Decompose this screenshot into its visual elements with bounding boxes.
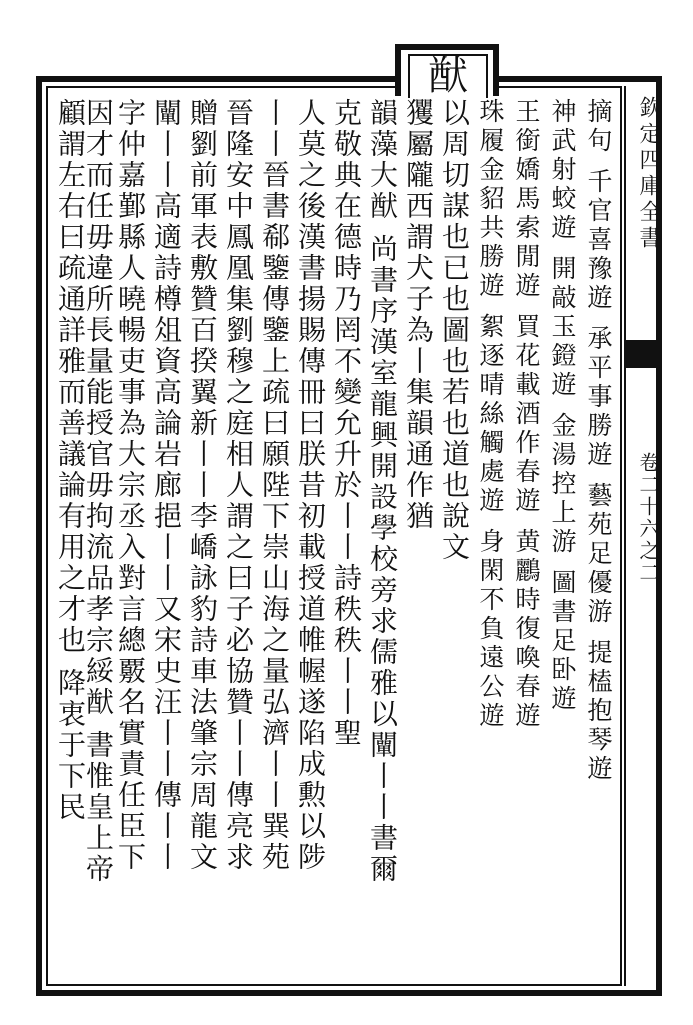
- text-column: 晉隆安中鳳凰集劉穆之庭相人謂之曰子必協贊丨丨傳亮求: [222, 98, 255, 873]
- text-column: 贈劉前軍表敷贊百揆翼新丨丨李嶠詠豹詩車法肇宗周龍文: [186, 98, 219, 873]
- margin-divider: [624, 86, 626, 986]
- text-column: 玃屬隴西謂犬子為丨集韻通作猶: [402, 98, 435, 532]
- text-column: 顧謂左右曰疏通詳雅而善議論有用之才也 降衷于下民: [54, 98, 87, 823]
- text-column: 字仲嘉鄞縣人曉暢吏事為大宗丞入對言總覈名實責任臣下: [114, 98, 147, 873]
- text-column: 神武射蛟遊 開敲玉鐙遊 金湯控上游 圖書足卧遊: [548, 98, 577, 714]
- margin-volume-number: 卷二十六之二: [636, 452, 660, 584]
- heading-character: 猷: [428, 53, 468, 99]
- text-column: 因才而任毋違所長量能授官毋拘流品孝宗綏猷 書惟皇上帝: [82, 98, 115, 885]
- margin-book-title: 欽定四庫全書: [636, 96, 661, 252]
- text-column: 人莫之後漢書揚賜傳冊曰朕昔初載授道帷幄遂陷成勲以陟: [294, 98, 327, 873]
- fish-tail-mark: [626, 340, 662, 368]
- text-column: 丨丨晉書郗鑒傳鑒上疏曰願陛下崇山海之量弘濟丨丨巽苑: [258, 98, 291, 873]
- text-column: 王銜嬌馬索閒遊 買花載酒作春遊 黄鸝時復喚春遊: [512, 98, 541, 731]
- text-column: 珠履金貂共勝遊 絮逐晴絲觸處遊 身閑不負遠公遊: [476, 98, 505, 731]
- text-column: 韻藻大猷 尚書序漢室龍興開設學校旁求儒雅以闡丨丨書爾: [366, 98, 399, 885]
- text-column: 以周切謀也已也圖也若也道也說文: [438, 98, 471, 563]
- text-column: 克敬典在德時乃罔不變允升於丨丨詩秩秩丨丨聖: [330, 98, 363, 749]
- text-column: 摘句 千官喜豫遊 承平事勝遊 藝苑足優游 提榼抱琴遊: [584, 98, 613, 784]
- text-column: 闡丨丨高適詩樽俎資高論岩廊挹丨丨又宋史汪丨丨傳丨丨: [150, 98, 183, 873]
